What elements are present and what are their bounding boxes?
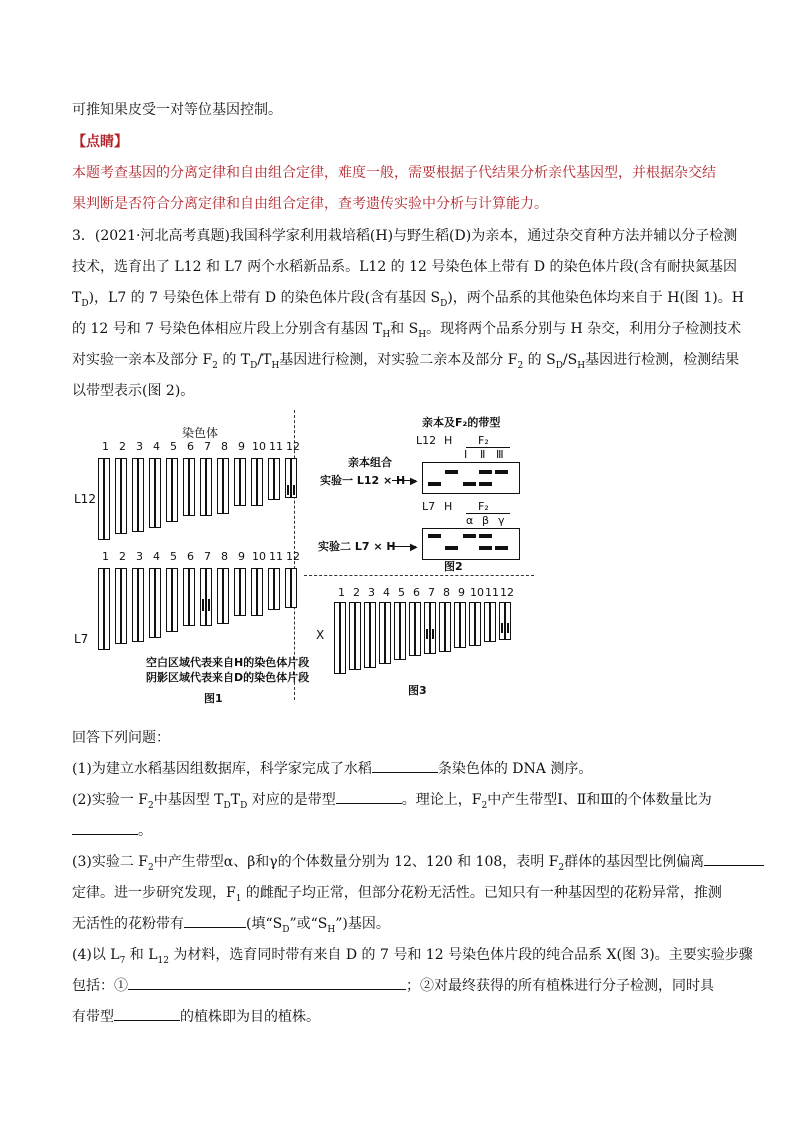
l12-chromosome-12-b [291,458,297,498]
d-segment [202,599,204,611]
d-segment [208,599,210,611]
x-chromosome-11-b [490,602,496,642]
chromosome-number-11: 11 [269,440,283,453]
l12-chromosome-4-b [155,458,161,528]
question-2-line-1: (2)实验一 $F_2$中基因型 $T_DT_D$ 对应的是带型 。理论上，$F_2$中产生带型Ⅰ、Ⅱ和Ⅲ的个体数量比为 [72,792,712,811]
exp1-roman-3: Ⅲ [496,448,504,461]
exp2-band-l7 [428,534,441,538]
blank-4a[interactable] [128,976,406,990]
x-chromosome-8-b [445,602,451,652]
l12-chromosome-7-b [206,458,212,516]
blank-4b[interactable] [114,1007,180,1021]
fig2-header: 亲本及F₂的带型 [422,416,501,429]
l7-chromosome-9-b [240,568,246,616]
x-chromosome-2-b [355,602,361,670]
chromosome-number-4: 4 [153,440,160,453]
exp1-band-ii-lower [479,482,492,486]
x-chromosome-4-b [385,602,391,664]
question-3-line-2: 定律。进一步研究发现，$F_1$ 的雌配子均正常，但部分花粉无活性。已知只有一种基因型的花粉异常，推测 [72,885,722,904]
l12-chromosome-3-b [138,458,144,532]
x-chromosome-6-b [415,602,421,656]
l7-chromosome-7-b [206,568,212,626]
answer-prompt: 回答下列问题： [72,730,170,746]
x-chromosome-7-b [430,602,436,654]
exp1-band-h [445,470,458,474]
chromosome-number-5: 5 [398,586,405,599]
l7-chromosome-2-b [121,568,127,644]
exp2-gel-box [422,528,520,560]
chromosome-number-3: 3 [136,440,143,453]
exp2-greek-gamma: γ [498,514,505,527]
l12-chromosome-5-b [172,458,178,522]
chromosome-number-4: 4 [383,586,390,599]
l7-chromosome-3-b [138,568,144,642]
chromosome-number-1: 1 [102,550,109,563]
legend-shaded: 阴影区域代表来自D的染色体片段 [146,671,310,684]
chromosome-number-10: 10 [252,440,266,453]
x-chromosome-12-b [505,602,511,640]
chromosome-number-11: 11 [269,550,283,563]
chromosome-number-6: 6 [187,440,194,453]
exp1-band-iii [495,470,508,474]
chromosome-number-10: 10 [470,586,484,599]
l7-chromosome-12-b [291,568,297,608]
question-4-line-1: (4)以 $L_7$ 和 $L_{12}$ 为材料，选育同时带有来自 D 的 7 号和 12 号染色体片段的纯合品系 X(图 3)。主要实验步骤 [72,947,753,966]
exp2-greek-alpha: α [466,514,474,527]
chromosome-number-9: 9 [238,550,245,563]
l7-chromosome-1-b [104,568,110,650]
chromosome-number-8: 8 [221,440,228,453]
chromosome-number-2: 2 [353,586,360,599]
chromosome-number-1: 1 [102,440,109,453]
fig3-caption: 图3 [408,684,427,697]
label-l7: L7 [74,632,89,646]
l7-chromosome-10-b [257,568,263,616]
exp1-band-ii-upper [479,470,492,474]
chromosome-number-7: 7 [428,586,435,599]
chromosome-number-1: 1 [338,586,345,599]
question-line-1: 3．(2021·河北高考真题)我国科学家利用栽培稻(H)与野生稻(D)为亲本，通过杂交育种方法并辅以分子检测 [72,228,738,244]
x-chromosome-3-b [370,602,376,668]
fig-divider-horizontal [304,575,534,576]
label-l12: L12 [74,492,96,506]
exp2-band-beta-lower [479,546,492,550]
l12-chromosome-2-b [121,458,127,534]
dianjing-heading: 【点睛】 [72,134,128,150]
question-2-line-2: 。 [72,821,152,841]
d-segment [432,629,434,639]
legend-blank: 空白区域代表来自H的染色体片段 [146,656,310,669]
l7-chromosome-11-b [274,568,280,610]
question-4-line-2: 包括：① ；②对最终获得的所有植株进行分子检测，同时具 [72,978,714,994]
chromosome-number-10: 10 [252,550,266,563]
blank-3b[interactable] [184,914,246,928]
chromosome-number-2: 2 [119,550,126,563]
text-line-1: 可推知果皮受一对等位基因控制。 [72,102,282,118]
exp2-label: 实验二 L7 × H [318,540,396,553]
fig2-parent-combo: 亲本组合 [348,456,392,469]
d-segment [293,485,295,495]
fig1-caption: 图1 [204,692,223,705]
l12-chromosome-9-b [240,458,246,506]
exp2-col-f2: F₂ [478,500,489,513]
exp1-arrow-head: ▶ [410,476,418,487]
chromosome-number-3: 3 [368,586,375,599]
exp1-col-f2: F₂ [478,434,489,447]
chromosome-number-12: 12 [500,586,514,599]
chromosome-number-12: 12 [286,550,300,563]
question-3-line-3: 无活性的花粉带有 (填“$S_D$”或“$S_H$”)基因。 [72,916,390,935]
chromosome-number-7: 7 [204,440,211,453]
exp2-band-alpha [463,534,476,538]
l7-chromosome-6-b [189,568,195,626]
chromosome-number-12: 12 [286,440,300,453]
chromosome-number-6: 6 [413,586,420,599]
question-line-2: 技术，选育出了 L12 和 L7 两个水稻新品系。L12 的 12 号染色体上带有 D 的染色体片段(含有耐抉氮基因 [72,259,737,275]
fig2-caption: 图2 [444,560,463,573]
x-chromosome-9-b [460,602,466,648]
exp2-arrow-head: ▶ [410,542,418,553]
exp1-col-l12: L12 [416,434,437,447]
question-4-line-3: 有带型 的植株即为目的植株。 [72,1009,320,1025]
exp2-band-beta-upper [479,534,492,538]
d-segment [507,623,509,633]
exp1-label: 实验一 L12 × H [320,474,406,487]
blank-3a[interactable] [704,852,764,866]
exp2-greek-beta: β [482,514,490,527]
exp1-col-h: H [444,434,453,447]
x-chromosome-5-b [400,602,406,660]
l7-chromosome-8-b [223,568,229,624]
d-segment [501,623,503,633]
question-1: (1)为建立水稻基因组数据库，科学家完成了水稻 条染色体的 DNA 测序。 [72,761,593,777]
exp1-roman-1: Ⅰ [464,448,468,461]
chromosome-number-9: 9 [238,440,245,453]
chromosome-number-2: 2 [119,440,126,453]
chromosome-number-5: 5 [170,550,177,563]
l12-chromosome-1-b [104,458,110,540]
exp2-col-l7: L7 [422,500,436,513]
comment-line-1: 本题考查基因的分离定律和自由组合定律，难度一般，需要根据子代结果分析亲代基因型，并根据杂交结 [72,165,716,181]
exp1-band-i [463,482,476,486]
exp1-gel-box [422,462,520,494]
l7-chromosome-5-b [172,568,178,632]
exp2-band-gamma [495,546,508,550]
blank-2a[interactable] [336,790,402,804]
label-x: X [316,628,325,642]
comment-line-2: 果判断是否符合分离定律和自由组合定律，查考遗传实验中分析与计算能力。 [72,196,548,212]
fig1-title: 染色体 [182,426,219,440]
chromosome-number-8: 8 [443,586,450,599]
exp2-col-h: H [444,500,453,513]
chromosome-number-6: 6 [187,550,194,563]
chromosome-number-8: 8 [221,550,228,563]
l7-chromosome-4-b [155,568,161,638]
x-chromosome-1-b [340,602,346,674]
x-chromosome-10-b [475,602,481,646]
question-line-5: 对实验一亲本及部分 $F_2$ 的 $T_D/T_H$基因进行检测，对实验二亲本及部分 $F_2$ 的 $S_D/S_H$基因进行检测，检测结果 [72,352,740,371]
question-line-6: 以带型表示(图 2)。 [72,383,195,399]
chromosome-number-3: 3 [136,550,143,563]
chromosome-number-11: 11 [485,586,499,599]
l12-chromosome-6-b [189,458,195,516]
question-line-3: $T_D$)，L7 的 7 号染色体上带有 D 的染色体片段(含有基因 $S_D$)，两个品系的其他染色体均来自于 H(图 1)。H [72,290,744,309]
exp1-band-l12 [428,482,441,486]
l12-chromosome-8-b [223,458,229,514]
l12-chromosome-10-b [257,458,263,506]
chromosome-number-4: 4 [153,550,160,563]
l12-chromosome-11-b [274,458,280,500]
question-3-line-1: (3)实验二 $F_2$中产生带型α、β和γ的个体数量分别为 12、120 和 108，表明 $F_2$群体的基因型比例偏离 [72,852,764,878]
figure-area [72,410,722,710]
chromosome-number-9: 9 [458,586,465,599]
blank-1[interactable] [372,759,438,773]
blank-2b[interactable] [72,821,138,835]
exp2-band-h [445,546,458,550]
chromosome-number-7: 7 [204,550,211,563]
exp1-roman-2: Ⅱ [480,448,486,461]
d-segment [426,629,428,639]
d-segment [287,485,289,495]
question-line-4: 的 12 号和 7 号染色体相应片段上分别含有基因 $T_H$和 $S_H$。现将两个品系分别与 H 杂交，利用分子检测技术 [72,321,742,340]
chromosome-number-5: 5 [170,440,177,453]
